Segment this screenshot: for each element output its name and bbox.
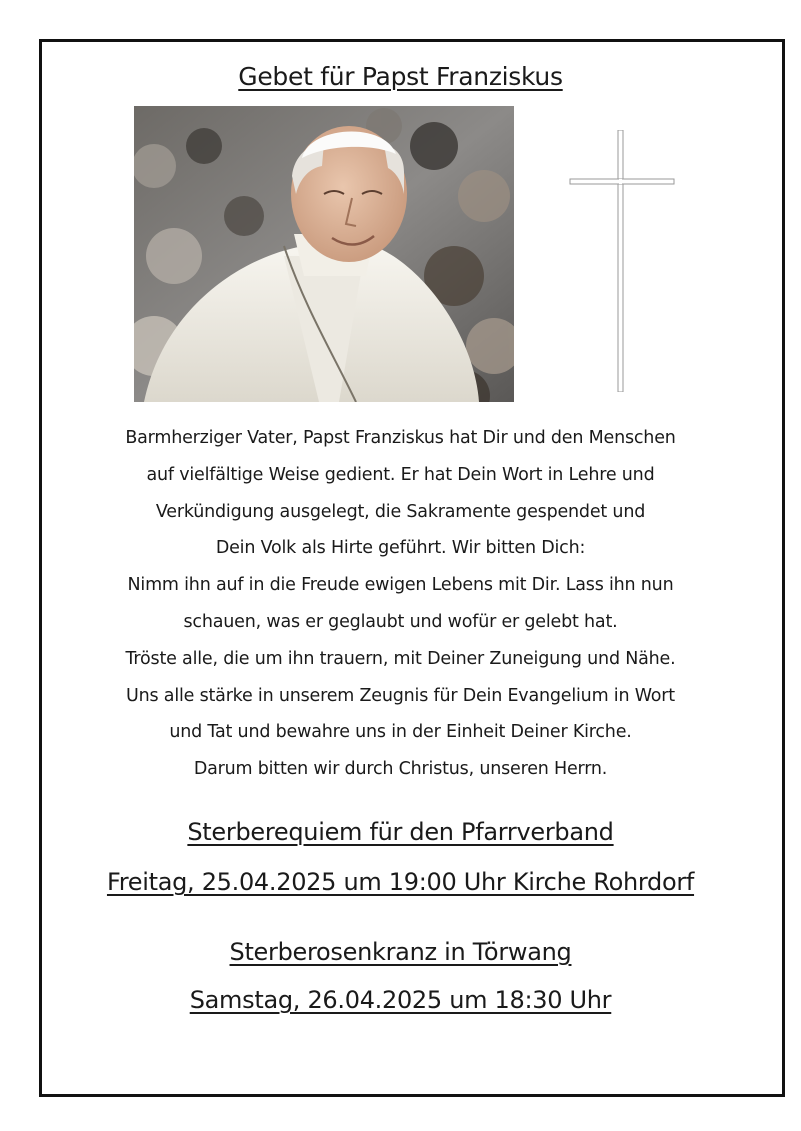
requiem-heading: Sterberequiem für den Pfarrverband (187, 818, 614, 846)
prayer-line: Verkündigung ausgelegt, die Sakramente gespendet und (155, 501, 646, 522)
prayer-line: Tröste alle, die um ihn trauern, mit Deiner Zuneigung und Nähe. (125, 648, 676, 669)
prayer-line: Darum bitten wir durch Christus, unseren Herrn. (193, 759, 608, 780)
prayer-text (0, 420, 801, 788)
prayer-line: schauen, was er geglaubt und wofür er gelebt hat. (183, 611, 618, 632)
rosary-detail: Samstag, 26.04.2025 um 18:30 Uhr (189, 986, 612, 1014)
pope-photo (134, 106, 514, 402)
prayer-line: und Tat und bewahre uns in der Einheit Deiner Kirche. (169, 722, 632, 743)
prayer-line: auf vielfältige Weise gedient. Er hat Dein Wort in Lehre und (146, 464, 655, 485)
rosary-heading: Sterberosenkranz in Törwang (229, 938, 572, 966)
prayer-line: Dein Volk als Hirte geführt. Wir bitten Dich: (215, 538, 586, 559)
requiem-detail: Freitag, 25.04.2025 um 19:00 Uhr Kirche Rohrdorf (106, 868, 695, 896)
prayer-line: Uns alle stärke in unserem Zeugnis für Dein Evangelium in Wort (126, 685, 675, 706)
prayer-line: Barmherziger Vater, Papst Franziskus hat Dir und den Menschen (125, 428, 676, 448)
prayer-line: Nimm ihn auf in die Freude ewigen Lebens mit Dir. Lass ihn nun (127, 575, 674, 596)
page-title: Gebet für Papst Franziskus (238, 62, 563, 91)
cross-icon (560, 130, 680, 392)
